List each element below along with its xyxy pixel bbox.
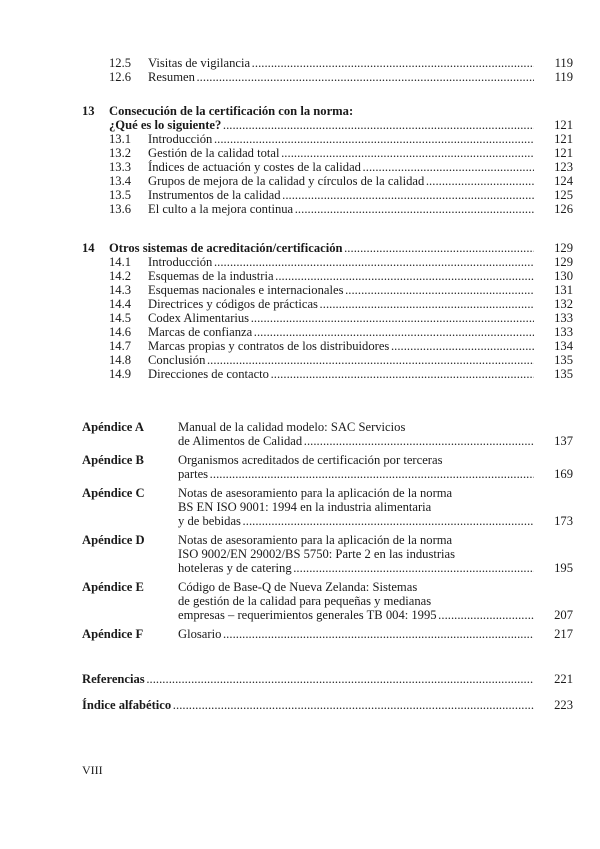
toc-section-13-entry xyxy=(0,174,600,188)
section-title: Directrices y códigos de prácticas . . . xyxy=(148,297,534,311)
page-number: 137 xyxy=(554,434,573,448)
appendix-title-line: partes . . . xyxy=(178,467,534,481)
page-number: 131 xyxy=(554,283,573,297)
page-number: 129 xyxy=(554,255,573,269)
page-number: 207 xyxy=(554,608,573,622)
toc-section-14-entry xyxy=(0,339,600,353)
appendix-label: Apéndice D xyxy=(82,533,145,547)
page-number: 119 xyxy=(554,56,573,70)
section-number: 14.1 xyxy=(109,255,132,269)
section-title: Grupos de mejora de la calidad y círculos de la calidad . . . xyxy=(148,174,534,188)
chapter-title: Consecución de la certificación con la norma: xyxy=(109,104,354,118)
toc-section-14-entry xyxy=(0,255,600,269)
section-title: Resumen . . . xyxy=(148,70,534,84)
appendix-title-line: ISO 9002/EN 29002/BS 5750: Parte 2 en las industrias xyxy=(178,547,456,561)
page-number: 169 xyxy=(554,467,573,481)
page-number: 134 xyxy=(554,339,573,353)
section-number: 13.2 xyxy=(109,146,132,160)
toc-appendix-line xyxy=(0,580,600,594)
section-number: 13.5 xyxy=(109,188,132,202)
section-number: 14.3 xyxy=(109,283,132,297)
toc-appendix-line xyxy=(0,420,600,434)
page-number: 195 xyxy=(554,561,573,575)
section-number: 13.3 xyxy=(109,160,132,174)
toc-appendix-line xyxy=(0,627,600,641)
page-number: 121 xyxy=(554,132,573,146)
page-number: 121 xyxy=(554,146,573,160)
toc-section-13-entry xyxy=(0,202,600,216)
toc-appendix-line xyxy=(0,467,600,481)
page-number: 135 xyxy=(554,353,573,367)
section-title: Esquemas nacionales e internacionales . . . xyxy=(148,283,534,297)
page-number: 121 xyxy=(554,118,573,132)
toc-section-13-entry xyxy=(0,160,600,174)
page-folio: VIII xyxy=(82,763,103,777)
toc-appendix-line xyxy=(0,608,600,622)
page-number: 132 xyxy=(554,297,573,311)
page-number: 173 xyxy=(554,514,573,528)
appendix-title-line: Organismos acreditados de certificación por terceras xyxy=(178,453,443,467)
appendix-title-line: Manual de la calidad modelo: SAC Servicios xyxy=(178,420,406,434)
toc-section-14-entry xyxy=(0,297,600,311)
page-number: 221 xyxy=(554,672,573,686)
page-number: 119 xyxy=(554,70,573,84)
chapter-number: 13 xyxy=(82,104,95,118)
section-number: 14.8 xyxy=(109,353,132,367)
toc-index xyxy=(0,698,600,712)
toc-chapter-13 xyxy=(0,118,600,132)
toc-section-13-entry xyxy=(0,188,600,202)
section-title: Marcas de confianza . . . xyxy=(148,325,534,339)
section-title: Esquemas de la industria . . . xyxy=(148,269,534,283)
toc-section-13-entry xyxy=(0,132,600,146)
page-number: 125 xyxy=(554,188,573,202)
appendix-title-line: Notas de asesoramiento para la aplicación de la norma xyxy=(178,533,453,547)
toc-appendix-line xyxy=(0,486,600,500)
page-number: 124 xyxy=(554,174,573,188)
section-title: Marcas propias y contratos de los distribuidores . . . xyxy=(148,339,534,353)
section-number: 14.2 xyxy=(109,269,132,283)
appendix-title-line: Glosario . . . xyxy=(178,627,534,641)
appendix-label: Apéndice C xyxy=(82,486,145,500)
appendix-label: Apéndice A xyxy=(82,420,144,434)
toc-appendix-line xyxy=(0,434,600,448)
section-title: Índices de actuación y costes de la calidad . . . xyxy=(148,160,534,174)
toc-appendix-line xyxy=(0,533,600,547)
toc-appendix-line xyxy=(0,500,600,514)
section-title: Introducción . . . xyxy=(148,132,534,146)
page-number: 130 xyxy=(554,269,573,283)
page-number: 135 xyxy=(554,367,573,381)
toc-section-14-entry xyxy=(0,367,600,381)
section-number: 13.4 xyxy=(109,174,132,188)
toc-appendix-line xyxy=(0,561,600,575)
section-title: Conclusión . . . xyxy=(148,353,534,367)
appendix-title-line: de gestión de la calidad para pequeñas y medianas xyxy=(178,594,432,608)
chapter-title: Otros sistemas de acreditación/certificación . . . xyxy=(109,241,534,255)
appendix-label: Apéndice E xyxy=(82,580,144,594)
section-number: 14.7 xyxy=(109,339,132,353)
toc-chapter-14 xyxy=(0,241,600,255)
toc-section-13-entry xyxy=(0,146,600,160)
toc-section-14-entry xyxy=(0,353,600,367)
toc-entry-12-5 xyxy=(0,56,600,70)
section-number: 14.4 xyxy=(109,297,132,311)
appendix-title-line: y de bebidas . . . xyxy=(178,514,534,528)
appendix-label: Apéndice F xyxy=(82,627,144,641)
index-title: Índice alfabético . . . xyxy=(82,698,534,712)
section-number: 12.6 xyxy=(109,70,132,84)
toc-appendix-line xyxy=(0,514,600,528)
section-title: Introducción . . . xyxy=(148,255,534,269)
section-title: Codex Alimentarius . . . xyxy=(148,311,534,325)
toc-section-14-entry xyxy=(0,311,600,325)
appendix-title-line: BS EN ISO 9001: 1994 en la industria alimentaria xyxy=(178,500,432,514)
page-number: 133 xyxy=(554,311,573,325)
section-title: Gestión de la calidad total . . . xyxy=(148,146,534,160)
toc-section-14-entry xyxy=(0,325,600,339)
section-number: 14.5 xyxy=(109,311,132,325)
appendix-title-line: Notas de asesoramiento para la aplicación de la norma xyxy=(178,486,453,500)
page-number: 126 xyxy=(554,202,573,216)
page-number: 217 xyxy=(554,627,573,641)
toc-references xyxy=(0,672,600,686)
section-number: 13.6 xyxy=(109,202,132,216)
appendix-label: Apéndice B xyxy=(82,453,144,467)
section-number: 12.5 xyxy=(109,56,132,70)
page-number: 133 xyxy=(554,325,573,339)
appendix-title-line: de Alimentos de Calidad . . . xyxy=(178,434,534,448)
toc-entry-12-6 xyxy=(0,70,600,84)
section-title: Direcciones de contacto . . . xyxy=(148,367,534,381)
appendix-title-line: hoteleras y de catering . . . xyxy=(178,561,534,575)
references-title: Referencias . . . xyxy=(82,672,534,686)
toc-section-14-entry xyxy=(0,283,600,297)
section-number: 14.6 xyxy=(109,325,132,339)
toc-appendix-line xyxy=(0,594,600,608)
section-number: 13.1 xyxy=(109,132,132,146)
toc-section-14-entry xyxy=(0,269,600,283)
toc-chapter-13-heading xyxy=(0,104,600,118)
section-title: Instrumentos de la calidad . . . xyxy=(148,188,534,202)
page-number: 129 xyxy=(554,241,573,255)
section-title: Visitas de vigilancia . . . xyxy=(148,56,534,70)
toc-appendix-line xyxy=(0,453,600,467)
section-title: El culto a la mejora continua . . . xyxy=(148,202,534,216)
page-number: 123 xyxy=(554,160,573,174)
appendix-title-line: Código de Base-Q de Nueva Zelanda: Sistemas xyxy=(178,580,418,594)
toc-appendix-line xyxy=(0,547,600,561)
appendix-title-line: empresas – requerimientos generales TB 004: 1995 . . . xyxy=(178,608,534,622)
page-number: 223 xyxy=(554,698,573,712)
chapter-title: ¿Qué es lo siguiente? . . . xyxy=(109,118,534,132)
section-number: 14.9 xyxy=(109,367,132,381)
chapter-number: 14 xyxy=(82,241,95,255)
